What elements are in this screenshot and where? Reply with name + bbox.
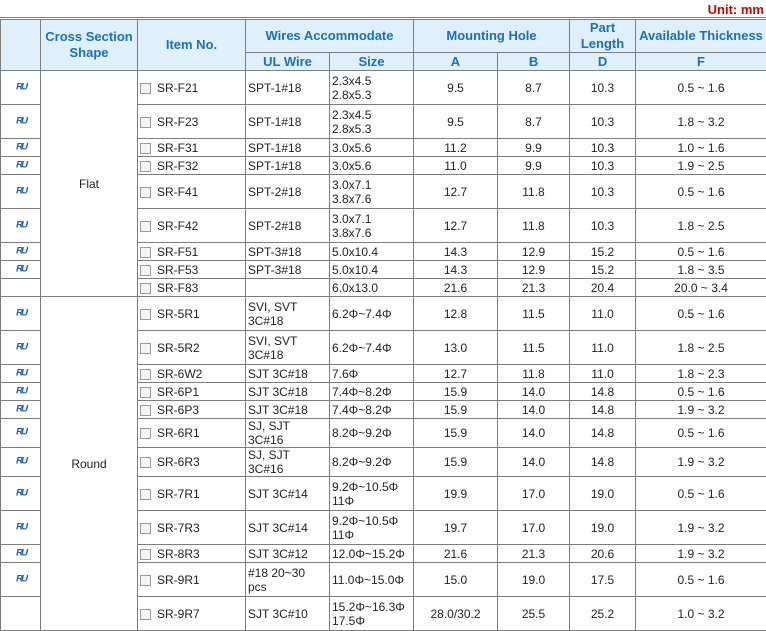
size-cell [330, 297, 414, 331]
value-b: 9.9 [498, 157, 570, 175]
value-d: 14.8 [570, 383, 636, 401]
size-cell [330, 383, 414, 401]
value-a: 12.8 [414, 297, 498, 331]
value-f: 1.8 ~ 3.2 [636, 105, 766, 139]
value-b: 11.5 [498, 331, 570, 365]
value-f: 0.5 ~ 1.6 [636, 563, 766, 597]
value-a: 14.3 [414, 243, 498, 261]
value-f: 0.5 ~ 1.6 [636, 477, 766, 511]
ul-wire-cell: SJT 3C#18 [246, 383, 330, 401]
size-cell [330, 511, 414, 545]
value-d: 14.8 [570, 448, 636, 477]
ul-cell [1, 511, 41, 545]
item-checkbox[interactable] [140, 428, 151, 439]
item-cell [138, 139, 246, 157]
value-a: 12.7 [414, 365, 498, 383]
ul-listed-icon: ᴿᵁ [15, 546, 25, 562]
size-cell [330, 243, 414, 261]
ul-wire-cell: SPT-3#18 [246, 243, 330, 261]
ul-wire-cell: SPT-1#18 [246, 105, 330, 139]
size-cell [330, 563, 414, 597]
value-a: 15.9 [414, 419, 498, 448]
size-line: 2.8x5.3 [332, 122, 411, 136]
size-cell [330, 261, 414, 279]
value-d: 11.0 [570, 365, 636, 383]
ul-listed-icon: ᴿᵁ [15, 425, 25, 441]
item-checkbox[interactable] [140, 143, 151, 154]
value-a: 15.9 [414, 448, 498, 477]
size-line: 2.3x4.5 [332, 108, 411, 122]
item-cell [138, 448, 246, 477]
value-b: 12.9 [498, 261, 570, 279]
value-f: 1.9 ~ 3.2 [636, 545, 766, 563]
item-checkbox[interactable] [140, 549, 151, 560]
item-checkbox[interactable] [140, 283, 151, 294]
size-cell [330, 175, 414, 209]
value-a: 9.5 [414, 71, 498, 105]
size-line: 15.2Φ~16.3Φ [332, 600, 411, 614]
value-d: 20.6 [570, 545, 636, 563]
size-line: 3.8x7.6 [332, 226, 411, 240]
ul-column-header [1, 20, 41, 71]
value-b: 25.5 [498, 597, 570, 631]
size-line: 9.2Φ~10.5Φ [332, 480, 411, 494]
value-b: 14.0 [498, 419, 570, 448]
size-line: 5.0x10.4 [332, 245, 411, 259]
ul-cell [1, 383, 41, 401]
ul-wire-cell: SJT 3C#18 [246, 365, 330, 383]
ul-cell [1, 448, 41, 477]
header-b: B [498, 53, 570, 71]
size-line: 7.4Φ~8.2Φ [332, 403, 411, 417]
item-cell [138, 71, 246, 105]
value-f: 0.5 ~ 1.6 [636, 71, 766, 105]
ul-wire-cell: SPT-1#18 [246, 71, 330, 105]
header-f: F [636, 53, 766, 71]
header-item-no: Item No. [138, 20, 246, 71]
header-a: A [414, 53, 498, 71]
value-b: 21.3 [498, 279, 570, 297]
ul-listed-icon: ᴿᵁ [15, 486, 25, 502]
value-a: 19.7 [414, 511, 498, 545]
ul-listed-icon: ᴿᵁ [15, 384, 25, 400]
header-wires-accommodate: Wires Accommodate [246, 20, 414, 53]
value-b: 8.7 [498, 71, 570, 105]
value-d: 10.3 [570, 139, 636, 157]
spec-table [0, 19, 766, 631]
value-d: 10.3 [570, 105, 636, 139]
value-d: 17.5 [570, 563, 636, 597]
item-number[interactable]: SR-F51 [157, 245, 198, 259]
value-a: 11.2 [414, 139, 498, 157]
item-checkbox[interactable] [140, 575, 151, 586]
item-number[interactable]: SR-5R1 [157, 307, 200, 321]
value-b: 11.8 [498, 365, 570, 383]
item-cell [138, 243, 246, 261]
ul-listed-icon: ᴿᵁ [15, 244, 25, 260]
item-cell [138, 175, 246, 209]
value-f: 0.5 ~ 1.6 [636, 243, 766, 261]
size-line: 12.0Φ~15.2Φ [332, 547, 411, 561]
value-f: 1.8 ~ 3.5 [636, 261, 766, 279]
value-d: 14.8 [570, 401, 636, 419]
ul-listed-icon: ᴿᵁ [15, 158, 25, 174]
item-checkbox[interactable] [140, 117, 151, 128]
header-size: Size [330, 53, 414, 71]
size-line: 17.5Φ [332, 614, 411, 628]
item-cell [138, 331, 246, 365]
value-f: 1.0 ~ 1.6 [636, 139, 766, 157]
item-cell [138, 511, 246, 545]
item-cell [138, 401, 246, 419]
value-b: 14.0 [498, 448, 570, 477]
item-cell [138, 477, 246, 511]
item-number[interactable]: SR-F83 [157, 281, 198, 295]
item-number[interactable]: SR-6P3 [157, 403, 199, 417]
size-line: 6.0x13.0 [332, 281, 411, 295]
ul-cell [1, 545, 41, 563]
value-f: 1.9 ~ 3.2 [636, 448, 766, 477]
spec-table-body [1, 71, 766, 631]
value-d: 10.3 [570, 157, 636, 175]
value-d: 10.3 [570, 209, 636, 243]
item-number[interactable]: SR-6R3 [157, 455, 200, 469]
value-f: 20.0 ~ 3.4 [636, 279, 766, 297]
ul-listed-icon: ᴿᵁ [15, 366, 25, 382]
item-cell [138, 157, 246, 175]
value-a: 21.6 [414, 279, 498, 297]
value-d: 15.2 [570, 243, 636, 261]
value-d: 19.0 [570, 511, 636, 545]
ul-cell [1, 175, 41, 209]
item-number[interactable]: SR-7R3 [157, 521, 200, 535]
ul-cell [1, 331, 41, 365]
value-d: 14.8 [570, 419, 636, 448]
header-ul-wire: UL Wire [246, 53, 330, 71]
ul-cell [1, 563, 41, 597]
value-f: 1.8 ~ 2.5 [636, 331, 766, 365]
unit-label: Unit: mm [0, 1, 766, 18]
value-b: 19.0 [498, 563, 570, 597]
item-checkbox[interactable] [140, 609, 151, 620]
value-f: 1.8 ~ 2.3 [636, 365, 766, 383]
size-cell [330, 157, 414, 175]
size-cell [330, 139, 414, 157]
value-d: 19.0 [570, 477, 636, 511]
ul-listed-icon: ᴿᵁ [15, 402, 25, 418]
ul-cell [1, 419, 41, 448]
value-d: 10.3 [570, 175, 636, 209]
ul-listed-icon: ᴿᵁ [15, 218, 25, 234]
value-b: 11.5 [498, 297, 570, 331]
size-cell [330, 419, 414, 448]
item-number[interactable]: SR-F53 [157, 263, 198, 277]
ul-cell [1, 279, 41, 297]
item-cell [138, 297, 246, 331]
item-checkbox[interactable] [140, 83, 151, 94]
item-number[interactable]: SR-F23 [157, 115, 198, 129]
size-line: 3.0x5.6 [332, 141, 411, 155]
shape-round: Round [41, 297, 138, 631]
ul-listed-icon: ᴿᵁ [15, 262, 25, 278]
size-line: 3.0x7.1 [332, 212, 411, 226]
item-number[interactable]: SR-9R1 [157, 573, 200, 587]
size-line: 6.2Φ~7.4Φ [332, 307, 411, 321]
item-cell [138, 419, 246, 448]
size-cell [330, 401, 414, 419]
ul-cell [1, 71, 41, 105]
value-b: 8.7 [498, 105, 570, 139]
value-a: 15.0 [414, 563, 498, 597]
item-checkbox[interactable] [140, 265, 151, 276]
value-a: 12.7 [414, 209, 498, 243]
table-row [1, 71, 766, 105]
ul-wire-cell: SPT-1#18 [246, 139, 330, 157]
value-f: 1.9 ~ 3.2 [636, 401, 766, 419]
item-number[interactable]: SR-F42 [157, 219, 198, 233]
item-number[interactable]: SR-6P1 [157, 385, 199, 399]
item-checkbox[interactable] [140, 387, 151, 398]
value-b: 17.0 [498, 477, 570, 511]
ul-wire-cell: SJ, SJT 3C#16 [246, 419, 330, 448]
item-cell [138, 209, 246, 243]
value-a: 28.0/30.2 [414, 597, 498, 631]
size-cell [330, 477, 414, 511]
ul-listed-icon: ᴿᵁ [15, 340, 25, 356]
item-cell [138, 383, 246, 401]
item-number[interactable]: SR-F41 [157, 185, 198, 199]
value-a: 13.0 [414, 331, 498, 365]
header-cross-section: Cross Section Shape [41, 20, 138, 71]
value-b: 21.3 [498, 545, 570, 563]
item-checkbox[interactable] [140, 247, 151, 258]
ul-listed-icon: ᴿᵁ [15, 80, 25, 96]
size-line: 11Φ [332, 528, 411, 542]
value-a: 21.6 [414, 545, 498, 563]
ul-cell [1, 365, 41, 383]
item-number[interactable]: SR-5R2 [157, 341, 200, 355]
item-number[interactable]: SR-F21 [157, 81, 198, 95]
ul-wire-cell: SVI, SVT 3C#18 [246, 331, 330, 365]
ul-cell [1, 261, 41, 279]
item-checkbox[interactable] [140, 221, 151, 232]
item-checkbox[interactable] [140, 523, 151, 534]
size-cell [330, 331, 414, 365]
value-f: 0.5 ~ 1.6 [636, 383, 766, 401]
size-line: 3.0x7.1 [332, 178, 411, 192]
ul-wire-cell: SPT-2#18 [246, 175, 330, 209]
size-cell [330, 545, 414, 563]
ul-wire-cell: SJT 3C#12 [246, 545, 330, 563]
header-d: D [570, 53, 636, 71]
item-cell [138, 261, 246, 279]
ul-cell [1, 157, 41, 175]
value-b: 11.8 [498, 209, 570, 243]
value-b: 17.0 [498, 511, 570, 545]
item-number[interactable]: SR-7R1 [157, 487, 200, 501]
value-d: 11.0 [570, 331, 636, 365]
item-number[interactable]: SR-9R7 [157, 607, 200, 621]
value-b: 12.9 [498, 243, 570, 261]
size-cell [330, 105, 414, 139]
shape-flat: Flat [41, 71, 138, 297]
size-line: 6.2Φ~7.4Φ [332, 341, 411, 355]
ul-wire-cell: SVI, SVT 3C#18 [246, 297, 330, 331]
ul-listed-icon: ᴿᵁ [15, 184, 25, 200]
size-cell [330, 597, 414, 631]
ul-wire-cell: SJ, SJT 3C#16 [246, 448, 330, 477]
item-cell [138, 597, 246, 631]
size-cell [330, 279, 414, 297]
value-b: 14.0 [498, 401, 570, 419]
ul-wire-cell [246, 279, 330, 297]
item-number[interactable]: SR-F31 [157, 141, 198, 155]
ul-cell [1, 209, 41, 243]
ul-wire-cell: SJT 3C#10 [246, 597, 330, 631]
value-a: 15.9 [414, 401, 498, 419]
item-checkbox[interactable] [140, 161, 151, 172]
value-a: 14.3 [414, 261, 498, 279]
ul-listed-icon: ᴿᵁ [15, 140, 25, 156]
item-number[interactable]: SR-8R3 [157, 547, 200, 561]
ul-listed-icon: ᴿᵁ [15, 114, 25, 130]
ul-listed-icon: ᴿᵁ [15, 520, 25, 536]
value-b: 14.0 [498, 383, 570, 401]
item-checkbox[interactable] [140, 405, 151, 416]
ul-cell [1, 597, 41, 631]
value-f: 0.5 ~ 1.6 [636, 419, 766, 448]
value-f: 1.0 ~ 3.2 [636, 597, 766, 631]
value-d: 20.4 [570, 279, 636, 297]
item-cell [138, 545, 246, 563]
item-cell [138, 563, 246, 597]
size-cell [330, 71, 414, 105]
value-f: 1.9 ~ 2.5 [636, 157, 766, 175]
ul-wire-cell: SJT 3C#18 [246, 401, 330, 419]
value-a: 11.0 [414, 157, 498, 175]
value-d: 10.3 [570, 71, 636, 105]
size-line: 3.8x7.6 [332, 192, 411, 206]
ul-cell [1, 105, 41, 139]
item-checkbox[interactable] [140, 457, 151, 468]
value-d: 25.2 [570, 597, 636, 631]
item-number[interactable]: SR-6W2 [157, 367, 202, 381]
size-line: 9.2Φ~10.5Φ [332, 514, 411, 528]
value-f: 0.5 ~ 1.6 [636, 175, 766, 209]
size-line: 2.3x4.5 [332, 74, 411, 88]
ul-cell [1, 243, 41, 261]
ul-listed-icon: ᴿᵁ [15, 454, 25, 470]
value-b: 11.8 [498, 175, 570, 209]
item-cell [138, 365, 246, 383]
item-checkbox[interactable] [140, 369, 151, 380]
item-checkbox[interactable] [140, 343, 151, 354]
size-cell [330, 209, 414, 243]
item-checkbox[interactable] [140, 309, 151, 320]
value-a: 19.9 [414, 477, 498, 511]
item-number[interactable]: SR-6R1 [157, 426, 200, 440]
ul-cell [1, 297, 41, 331]
ul-wire-cell: SJT 3C#14 [246, 511, 330, 545]
size-cell [330, 448, 414, 477]
ul-cell [1, 401, 41, 419]
size-line: 11Φ [332, 494, 411, 508]
size-line: 7.4Φ~8.2Φ [332, 385, 411, 399]
size-line: 2.8x5.3 [332, 88, 411, 102]
size-line: 8.2Φ~9.2Φ [332, 426, 411, 440]
ul-wire-cell: SPT-2#18 [246, 209, 330, 243]
item-checkbox[interactable] [140, 489, 151, 500]
ul-listed-icon: ᴿᵁ [15, 306, 25, 322]
value-f: 1.9 ~ 3.2 [636, 511, 766, 545]
header-mounting-hole: Mounting Hole [414, 20, 570, 53]
value-d: 15.2 [570, 261, 636, 279]
ul-cell [1, 477, 41, 511]
item-number[interactable]: SR-F32 [157, 159, 198, 173]
value-a: 15.9 [414, 383, 498, 401]
header-part-length: Part Length [570, 20, 636, 53]
ul-cell [1, 139, 41, 157]
value-f: 1.8 ~ 2.5 [636, 209, 766, 243]
size-line: 5.0x10.4 [332, 263, 411, 277]
item-cell [138, 279, 246, 297]
table-row [1, 297, 766, 331]
value-d: 11.0 [570, 297, 636, 331]
header-available-thickness: Available Thickness [636, 20, 766, 53]
size-line: 7.6Φ [332, 367, 411, 381]
size-line: 11.0Φ~15.0Φ [332, 573, 411, 587]
ul-wire-cell: SPT-3#18 [246, 261, 330, 279]
value-f: 0.5 ~ 1.6 [636, 297, 766, 331]
ul-wire-cell: #18 20~30 pcs [246, 563, 330, 597]
item-checkbox[interactable] [140, 187, 151, 198]
item-cell [138, 105, 246, 139]
ul-wire-cell: SJT 3C#14 [246, 477, 330, 511]
value-b: 9.9 [498, 139, 570, 157]
size-line: 3.0x5.6 [332, 159, 411, 173]
size-cell [330, 365, 414, 383]
size-line: 8.2Φ~9.2Φ [332, 455, 411, 469]
value-a: 9.5 [414, 105, 498, 139]
ul-listed-icon: ᴿᵁ [15, 572, 25, 588]
ul-wire-cell: SPT-1#18 [246, 157, 330, 175]
value-a: 12.7 [414, 175, 498, 209]
